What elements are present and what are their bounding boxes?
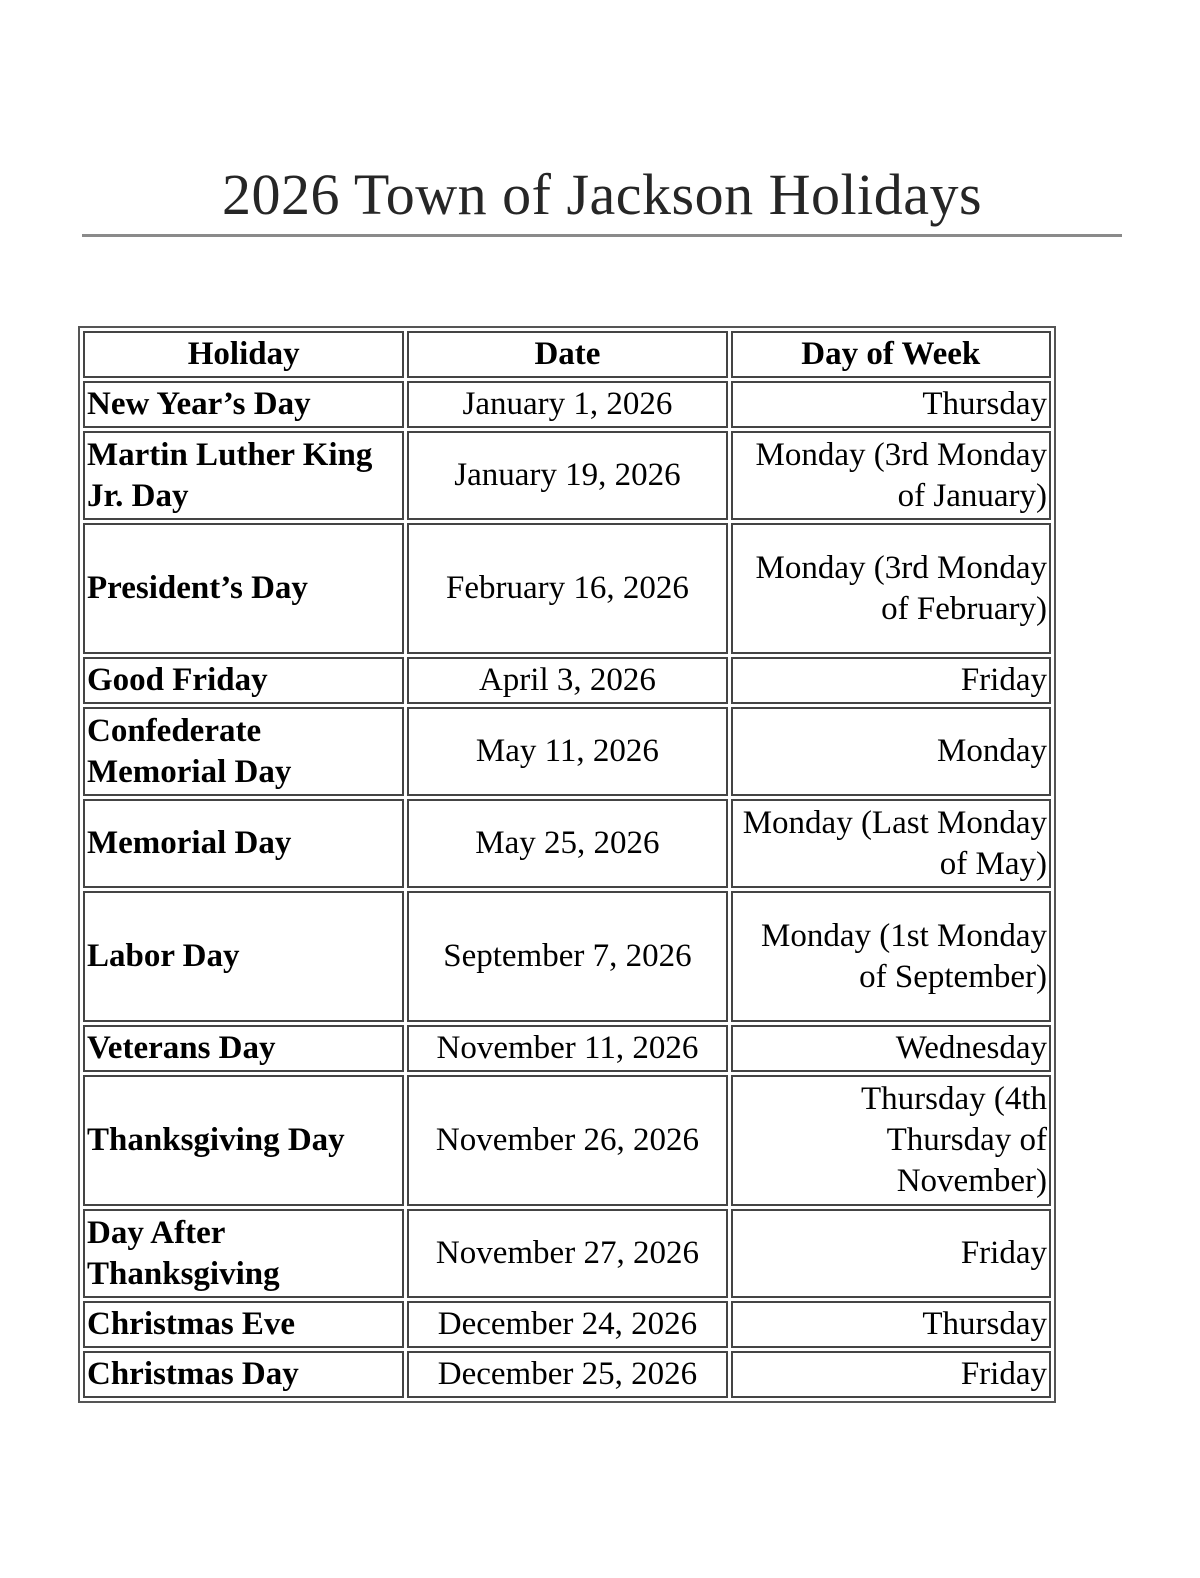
table-row (83, 431, 1051, 520)
holiday-name: President’s Day (83, 523, 404, 654)
column-header-holiday: Holiday (83, 331, 404, 378)
holiday-day-of-week: Thursday (731, 381, 1051, 428)
holiday-day-of-week: Thursday (731, 1301, 1051, 1348)
table-row (83, 381, 1051, 428)
holiday-date: May 11, 2026 (407, 707, 727, 796)
page-title: 2026 Town of Jackson Holidays (221, 162, 983, 227)
table-row (83, 523, 1051, 654)
title-divider (82, 234, 1122, 237)
holiday-date: November 26, 2026 (407, 1075, 727, 1206)
table-row (83, 891, 1051, 1022)
holiday-date: December 25, 2026 (407, 1351, 727, 1398)
holiday-date: May 25, 2026 (407, 799, 727, 888)
holiday-date: September 7, 2026 (407, 891, 727, 1022)
holiday-name: Labor Day (83, 891, 404, 1022)
table-row (83, 1301, 1051, 1348)
holidays-table (78, 326, 1056, 1403)
holiday-date: February 16, 2026 (407, 523, 727, 654)
table-row (83, 1209, 1051, 1298)
holiday-name: Christmas Day (83, 1351, 404, 1398)
holiday-name: Memorial Day (83, 799, 404, 888)
holiday-date: December 24, 2026 (407, 1301, 727, 1348)
holiday-day-of-week: Friday (731, 1209, 1051, 1298)
header-row (83, 331, 1051, 378)
holiday-name: New Year’s Day (83, 381, 404, 428)
holiday-date: November 11, 2026 (407, 1025, 727, 1072)
holiday-day-of-week: Monday (Last Monday of May) (731, 799, 1051, 888)
table-row (83, 707, 1051, 796)
holiday-day-of-week: Monday (731, 707, 1051, 796)
table-row (83, 1351, 1051, 1398)
holiday-date: April 3, 2026 (407, 657, 727, 704)
holiday-date: November 27, 2026 (407, 1209, 727, 1298)
holiday-name: Good Friday (83, 657, 404, 704)
table-row (83, 657, 1051, 704)
holiday-name: Thanksgiving Day (83, 1075, 404, 1206)
holiday-name: Day After Thanksgiving (83, 1209, 404, 1298)
holiday-day-of-week: Monday (3rd Monday of January) (731, 431, 1051, 520)
holiday-name: Martin Luther King Jr. Day (83, 431, 404, 520)
holiday-name: Veterans Day (83, 1025, 404, 1072)
column-header-date: Date (407, 331, 727, 378)
holiday-name: Confederate Memorial Day (83, 707, 404, 796)
holiday-day-of-week: Thursday (4th Thursday of November) (731, 1075, 1051, 1206)
holiday-day-of-week: Monday (3rd Monday of February) (731, 523, 1051, 654)
table-row (83, 799, 1051, 888)
holiday-day-of-week: Friday (731, 657, 1051, 704)
table-row (83, 1025, 1051, 1072)
holiday-day-of-week: Friday (731, 1351, 1051, 1398)
holiday-date: January 1, 2026 (407, 381, 727, 428)
holiday-day-of-week: Monday (1st Monday of September) (731, 891, 1051, 1022)
holiday-day-of-week: Wednesday (731, 1025, 1051, 1072)
holiday-name: Christmas Eve (83, 1301, 404, 1348)
holiday-date: January 19, 2026 (407, 431, 727, 520)
table-row (83, 1075, 1051, 1206)
column-header-day-of-week: Day of Week (731, 331, 1051, 378)
